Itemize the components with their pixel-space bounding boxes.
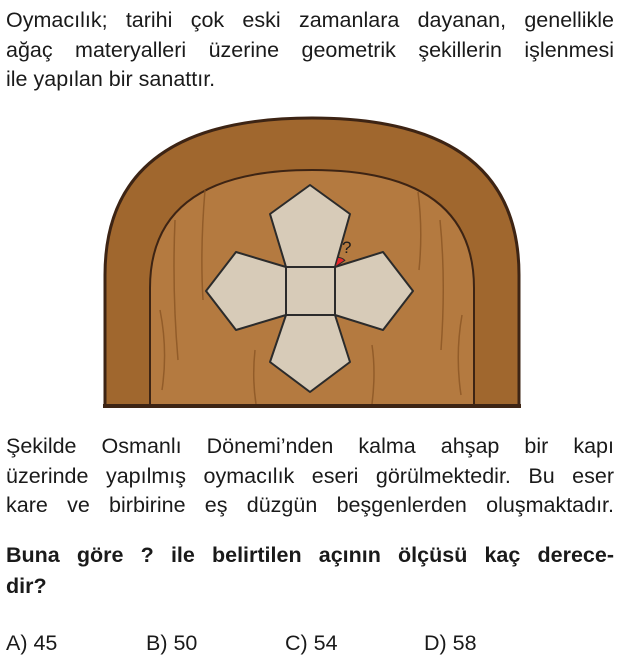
description-line: üzerinde yapılmış oymacılık eseri görülmektedir. Bu eser — [6, 463, 614, 488]
choice-d[interactable]: D) 58 — [424, 631, 477, 655]
angle-label: ? — [342, 238, 352, 257]
intro-paragraph — [6, 6, 614, 95]
intro-line: ile yapılan bir sanattır. — [6, 67, 216, 91]
description-line: kare ve birbirine eş düzgün beşgenlerden oluşmaktadır. — [6, 493, 614, 517]
description-paragraph — [6, 432, 614, 521]
intro-line: ağaç materyalleri üzerine geometrik şekillerin işlenmesi — [6, 37, 614, 62]
question-text — [6, 540, 614, 602]
description-line: Şekilde Osmanlı Dönemi’nden kalma ahşap bir kapı — [6, 434, 614, 458]
choice-b[interactable]: B) 50 — [146, 631, 198, 655]
center-square — [286, 267, 335, 315]
question-line: dir? — [6, 574, 47, 598]
intro-line: Oymacılık; tarihi çok eski zamanlara dayanan, genellikle — [6, 8, 614, 32]
choice-c[interactable]: C) 54 — [285, 631, 338, 655]
question-line: Buna göre ? ile belirtilen açının ölçüsü kaç derece- — [6, 543, 614, 567]
door-carving-figure — [0, 110, 625, 410]
choice-a[interactable]: A) 45 — [6, 631, 58, 655]
